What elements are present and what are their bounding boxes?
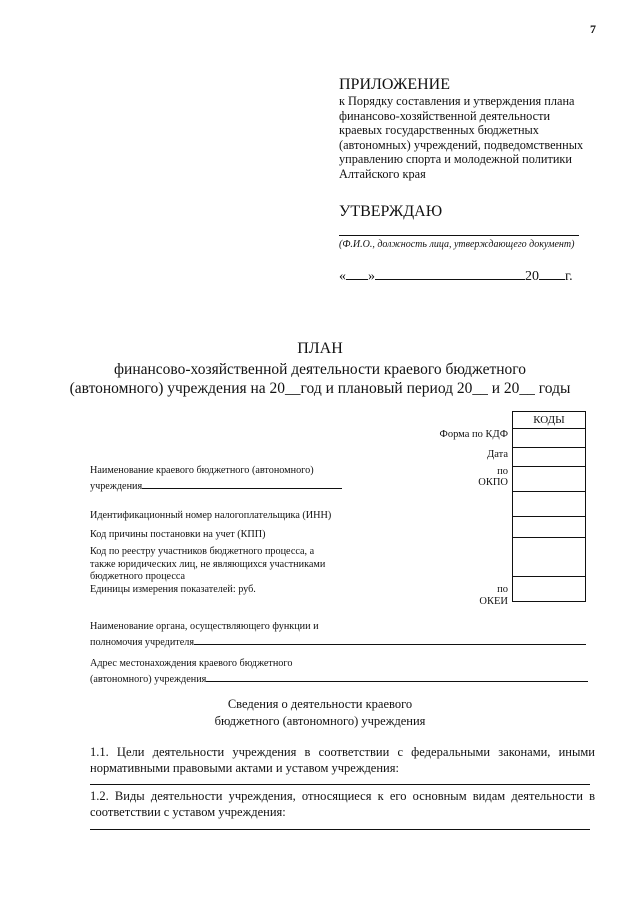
goals-paragraph: 1.1. Цели деятельности учреждения в соответствии с федеральными законами, иными нормативными правовыми актами и уставом учреждения: xyxy=(90,745,595,775)
day-field[interactable] xyxy=(346,265,368,280)
signature-line[interactable] xyxy=(339,235,579,236)
year-prefix: 20 xyxy=(525,269,539,284)
code-cell-okei[interactable] xyxy=(513,577,586,602)
okei-label: ОКЕИ xyxy=(479,596,508,607)
appendix-heading: ПРИЛОЖЕНИЕ xyxy=(339,76,451,93)
plan-subtitle-line2: (автономного) учреждения на 20__год и плановый период 20__ и 20__ годы xyxy=(69,380,571,397)
appendix-block xyxy=(339,76,619,181)
address-input[interactable] xyxy=(206,671,588,682)
code-cell-okpo[interactable] xyxy=(513,467,586,492)
registry-line: бюджетного процесса xyxy=(90,571,186,582)
date-label: Дата xyxy=(487,449,508,460)
date-quote-open: « xyxy=(339,269,346,284)
code-cell-date[interactable] xyxy=(513,448,586,467)
activity-title-line2: бюджетного (автономного) учреждения xyxy=(214,714,426,728)
approval-date xyxy=(339,265,573,285)
plan-subtitle-line1: финансово-хозяйственной деятельности краевого бюджетного xyxy=(114,361,526,378)
founder-input[interactable] xyxy=(194,634,586,645)
approval-heading: УТВЕРЖДАЮ xyxy=(339,203,443,220)
form-kdf-label: Форма по КДФ xyxy=(439,429,508,440)
address-field xyxy=(90,658,588,686)
registry-line: Код по реестру участников бюджетного процесса, а xyxy=(90,546,315,557)
institution-name-label-line1: Наименование краевого бюджетного (автономного) xyxy=(90,465,314,476)
appendix-line: (автономных) учреждений, подведомственных xyxy=(339,137,584,152)
date-quote-close: » xyxy=(368,269,375,284)
code-cell-form[interactable] xyxy=(513,429,586,448)
year-field[interactable] xyxy=(539,265,565,280)
month-field[interactable] xyxy=(375,265,525,280)
kpp-label: Код причины постановки на учет (КПП) xyxy=(90,529,266,540)
types-fill-line[interactable] xyxy=(90,829,590,830)
appendix-line: к Порядку составления и утверждения плана xyxy=(339,94,575,108)
code-cell-kpp[interactable] xyxy=(513,517,586,538)
codes-table xyxy=(512,411,586,602)
code-cell-registry[interactable] xyxy=(513,538,586,577)
appendix-line: краевых государственных бюджетных xyxy=(339,123,539,137)
inn-label: Идентификационный номер налогоплательщика (ИНН) xyxy=(90,510,332,521)
institution-name-input[interactable] xyxy=(142,478,342,489)
institution-name-field xyxy=(90,465,342,493)
address-label-line2: (автономного) учреждения xyxy=(90,673,207,685)
codes-header: КОДЫ xyxy=(513,412,586,429)
institution-name-label-line2: учреждения xyxy=(90,480,143,492)
code-cell-inn[interactable] xyxy=(513,492,586,517)
goals-fill-line[interactable] xyxy=(90,784,590,785)
activity-title-line1: Сведения о деятельности краевого xyxy=(227,697,413,711)
year-suffix: г. xyxy=(565,269,573,284)
address-label-line1: Адрес местонахождения краевого бюджетного xyxy=(90,658,293,669)
founder-label-line1: Наименование органа, осуществляющего функции и xyxy=(90,621,319,632)
signature-caption: (Ф.И.О., должность лица, утверждающего документ) xyxy=(339,239,575,250)
okpo-label: ОКПО xyxy=(478,477,508,488)
registry-code-label xyxy=(90,546,355,584)
page-number: 7 xyxy=(590,22,596,36)
appendix-line: Алтайского края xyxy=(339,166,426,181)
appendix-line: управлению спорта и молодежной политики xyxy=(339,152,572,166)
founder-field xyxy=(90,621,586,649)
okpo-label-top: по xyxy=(497,466,508,477)
founder-label-line2: полномочия учредителя xyxy=(90,636,195,648)
units-label: Единицы измерения показателей: руб. xyxy=(90,584,256,595)
activity-section-title xyxy=(0,696,640,730)
registry-line: также юридических лиц, не являющихся участниками xyxy=(90,558,326,570)
plan-title: ПЛАН xyxy=(297,340,343,357)
appendix-line: финансово-хозяйственной деятельности xyxy=(339,108,551,123)
types-paragraph: 1.2. Виды деятельности учреждения, относящиеся к его основным видам деятельности в соответствии с уставом учреждения: xyxy=(90,789,595,819)
okei-label-top: по xyxy=(497,584,508,595)
